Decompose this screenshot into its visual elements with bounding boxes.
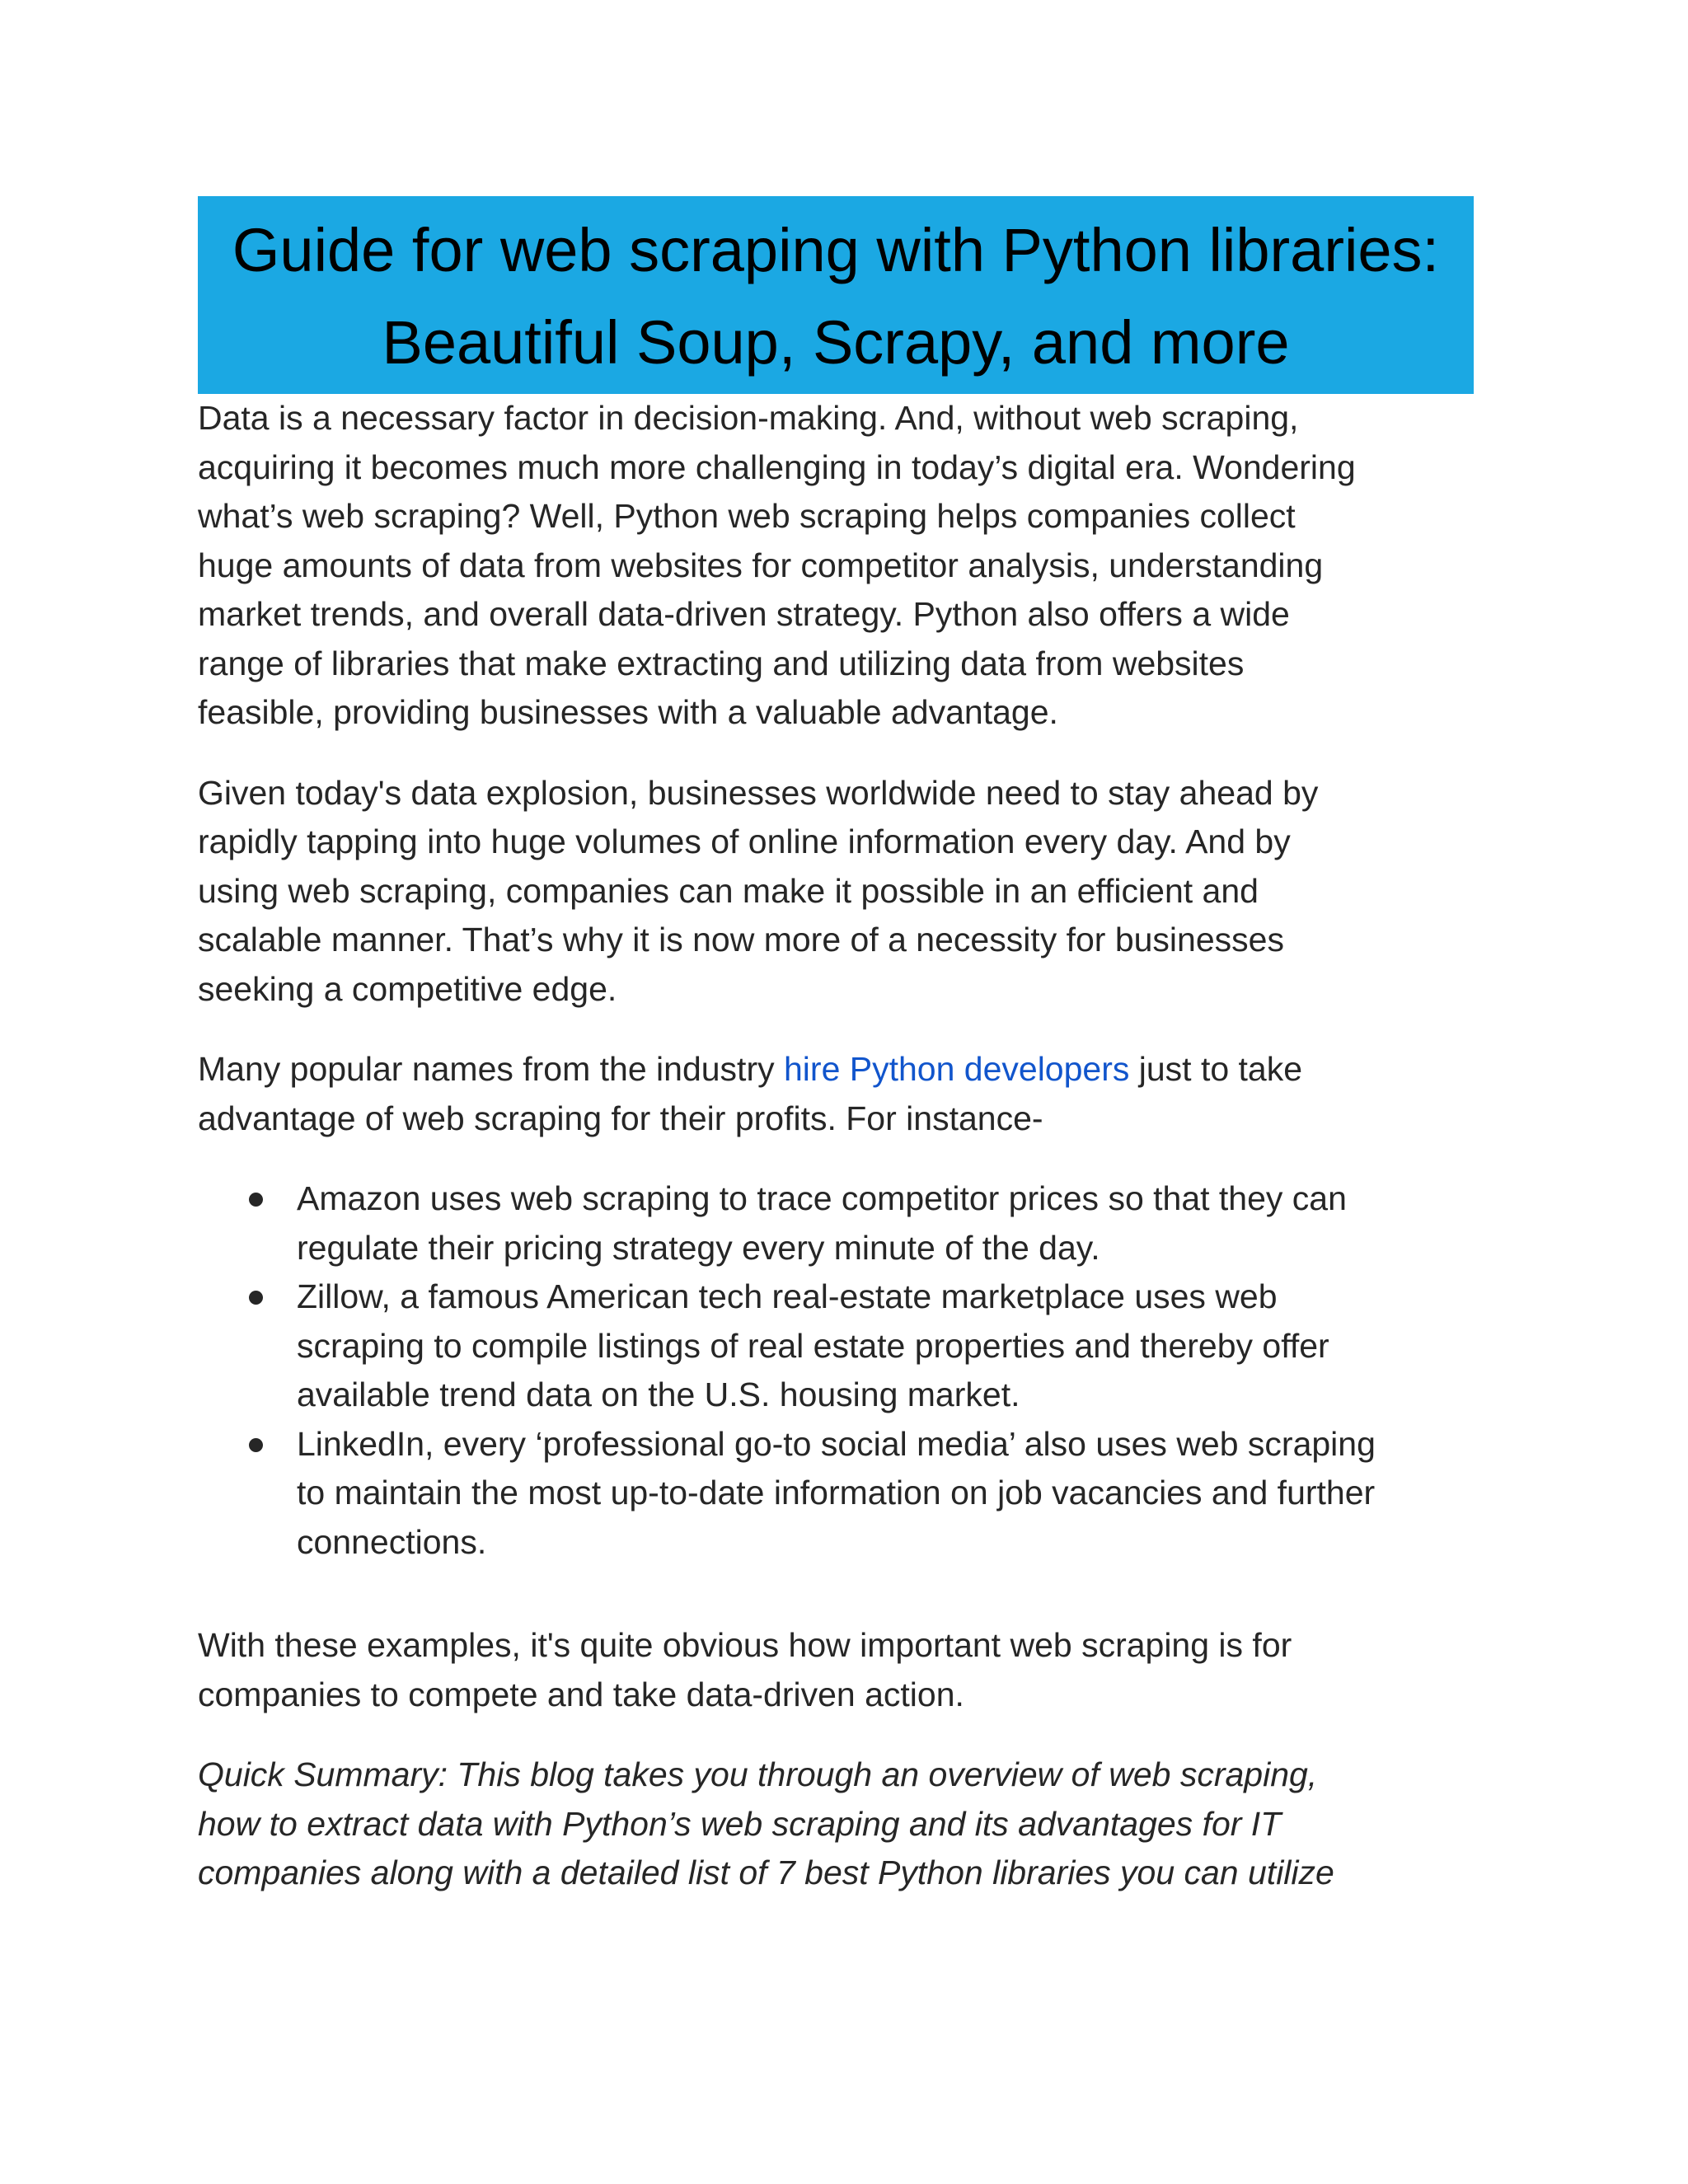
- text-line: market trends, and overall data-driven strategy. Python also offers a wide: [198, 595, 1290, 633]
- title-banner: [198, 196, 1474, 394]
- intro-paragraph: [198, 394, 1484, 738]
- text-line: Data is a necessary factor in decision-making. And, without web scraping,: [198, 399, 1299, 437]
- text-line: [198, 1045, 1484, 1094]
- text-segment: Many popular names from the industry: [198, 1050, 784, 1088]
- text-line: rapidly tapping into huge volumes of online information every day. And by: [198, 823, 1291, 860]
- text-line: to maintain the most up-to-date information on job vacancies and further: [297, 1474, 1376, 1511]
- text-line: Given today's data explosion, businesses worldwide need to stay ahead by: [198, 773, 1319, 812]
- text-line: With these examples, it's quite obvious how important web scraping is for: [198, 1626, 1292, 1664]
- text-line: LinkedIn, every ‘professional go-to social media’ also uses web scraping: [297, 1424, 1376, 1463]
- text-line: available trend data on the U.S. housing market.: [297, 1376, 1020, 1413]
- text-line: Amazon uses web scraping to trace competitor prices so that they can: [297, 1179, 1347, 1217]
- text-line: what’s web scraping? Well, Python web scraping helps companies collect: [198, 497, 1296, 535]
- hire-python-developers-link[interactable]: hire Python developers: [784, 1050, 1130, 1088]
- text-line: connections.: [297, 1522, 487, 1561]
- text-line: scalable manner. That’s why it is now more of a necessity for businesses: [198, 921, 1284, 958]
- title-line-1: Guide for web scraping with Python libraries:: [232, 216, 1440, 284]
- examples-conclusion-paragraph: [198, 1621, 1484, 1719]
- text-line: using web scraping, companies can make it possible in an efficient and: [198, 871, 1259, 910]
- text-line: feasible, providing businesses with a valuable advantage.: [198, 693, 1058, 731]
- text-line: companies along with a detailed list of 7 best Python libraries you can utilize: [198, 1854, 1334, 1891]
- text-line: huge amounts of data from websites for competitor analysis, understanding: [198, 546, 1324, 584]
- text-line: advantage of web scraping for their profits. For instance-: [198, 1099, 1043, 1137]
- text-line: Quick Summary: This blog takes you through an overview of web scraping,: [198, 1755, 1318, 1793]
- text-line: acquiring it becomes much more challenging in today’s digital era. Wondering: [198, 448, 1356, 486]
- title-line-2: Beautiful Soup, Scrapy, and more: [382, 308, 1290, 377]
- text-line: Zillow, a famous American tech real-estate marketplace uses web: [297, 1277, 1278, 1315]
- bullet-icon: [249, 1438, 263, 1452]
- document-page: [198, 196, 1484, 1898]
- industry-paragraph: [198, 1045, 1484, 1143]
- text-line: scraping to compile listings of real estate properties and thereby offer: [297, 1326, 1329, 1365]
- data-explosion-paragraph: [198, 769, 1484, 1015]
- bullet-icon: [249, 1193, 263, 1207]
- text-line: seeking a competitive edge.: [198, 969, 617, 1008]
- examples-bullet-list: [198, 1174, 1484, 1567]
- list-item-zillow: [198, 1272, 1484, 1420]
- text-line: companies to compete and take data-driven action.: [198, 1675, 964, 1713]
- text-line: regulate their pricing strategy every minute of the day.: [297, 1228, 1100, 1267]
- text-line: how to extract data with Python’s web scraping and its advantages for IT: [198, 1804, 1282, 1843]
- bullet-icon: [249, 1291, 263, 1305]
- text-line: range of libraries that make extracting and utilizing data from websites: [198, 644, 1245, 682]
- quick-summary-paragraph: [198, 1750, 1484, 1898]
- list-item-amazon: [198, 1174, 1484, 1272]
- text-segment: just to take: [1129, 1050, 1303, 1088]
- list-item-linkedin: [198, 1420, 1484, 1568]
